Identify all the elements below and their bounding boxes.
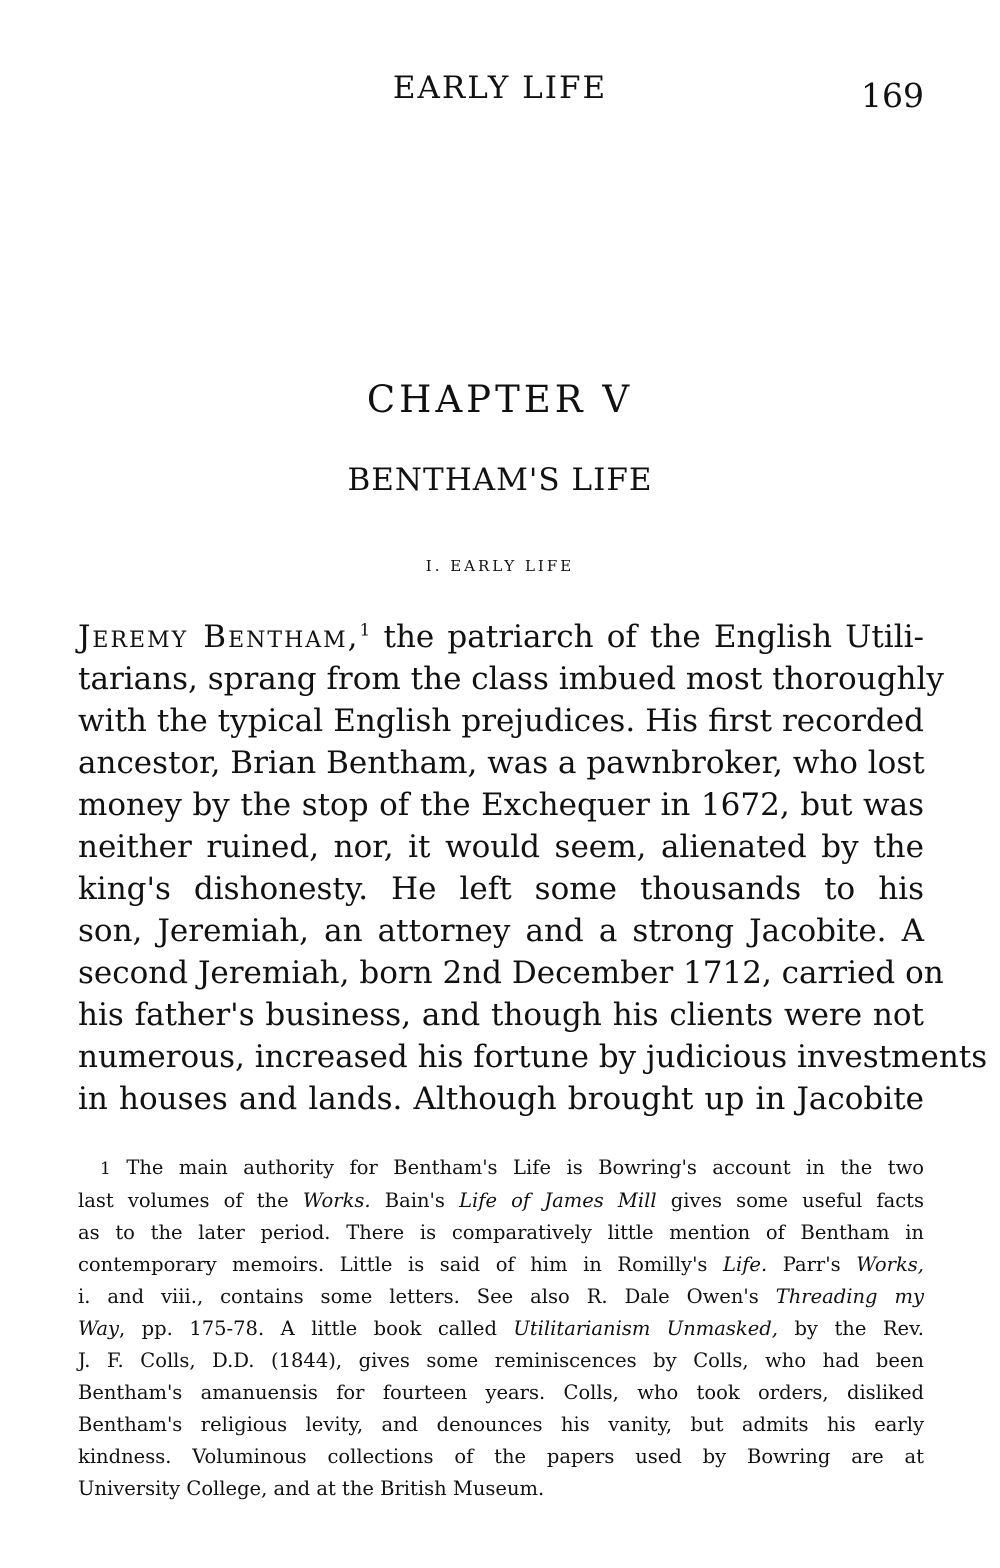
footnote-line: University College, and at the British Museum.: [78, 1477, 545, 1500]
body-line: ancestor, Brian Bentham, was a pawnbroker, who lost: [78, 745, 925, 781]
body-line: son, Jeremiah, an attorney and a strong Jacobite. A: [78, 913, 924, 949]
page-number: 169: [861, 76, 924, 115]
body-line: king's dishonesty. He left some thousands to his: [78, 871, 924, 907]
section-heading: I. EARLY LIFE: [425, 557, 575, 575]
footnote-line: Bentham's amanuensis for fourteen years. Colls, who took orders, disliked: [78, 1381, 924, 1404]
chapter-subtitle: BENTHAM'S LIFE: [347, 462, 653, 498]
body-line: money by the stop of the Exchequer in 1672, but was: [78, 787, 924, 823]
footnote-line: J. F. Colls, D.D. (1844), gives some reminiscences by Colls, who had been: [78, 1349, 924, 1372]
body-line: with the typical English prejudices. His first recorded: [78, 703, 924, 739]
footnote-line: as to the later period. There is comparatively little mention of Bentham in: [78, 1221, 924, 1244]
footnote: [78, 1152, 924, 1505]
lead-name: Jeremy Bentham,: [78, 619, 360, 655]
body-line: his father's business, and though his clients were not: [78, 997, 924, 1033]
footnote-marker: 1: [100, 1159, 111, 1179]
footnote-line: kindness. Voluminous collections of the papers used by Bowring are at: [78, 1445, 924, 1468]
body-line: second Jeremiah, born 2nd December 1712, carried on: [78, 955, 944, 991]
footnote-line: Way, pp. 175-78. A little book called Utilitarianism Unmasked, by the Rev.: [78, 1317, 924, 1340]
footnote-line: Bentham's religious levity, and denounces his vanity, but admits his early: [78, 1413, 924, 1436]
running-title: EARLY LIFE: [392, 70, 608, 106]
footnote-line: contemporary memoirs. Little is said of him in Romilly's Life. Parr's Works,: [78, 1253, 925, 1276]
body-paragraph: [78, 616, 988, 1120]
chapter-title: CHAPTER V: [366, 378, 634, 421]
footnote-line: last volumes of the Works. Bain's Life of James Mill gives some useful facts: [78, 1189, 925, 1212]
footnote-line: 1 The main authority for Bentham's Life is Bowring's account in the two: [100, 1156, 924, 1179]
footnote-line: i. and viii., contains some letters. See also R. Dale Owen's Threading my: [78, 1285, 925, 1308]
body-line: numerous, increased his fortune by judicious investments: [78, 1039, 988, 1075]
running-header: [0, 70, 1000, 115]
footnote-reference: 1: [359, 620, 371, 641]
body-line: neither ruined, nor, it would seem, alienated by the: [78, 829, 924, 865]
body-line: Jeremy Bentham,$^1$ the patriarch of the English Utili-: [78, 619, 925, 655]
body-line: in houses and lands. Although brought up in Jacobite: [78, 1081, 924, 1117]
body-line: tarians, sprang from the class imbued most thoroughly: [78, 661, 944, 697]
